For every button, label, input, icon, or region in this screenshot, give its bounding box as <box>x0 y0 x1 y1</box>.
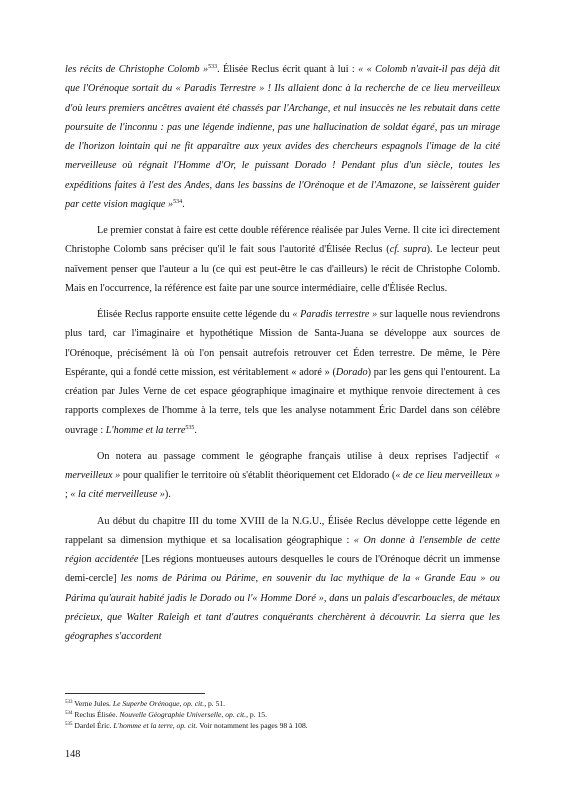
text-run: , p. 15. <box>246 710 267 719</box>
text-run: pour qualifier le territoire où s'établit théoriquement cet Eldorado ( <box>120 470 396 481</box>
page-number: 148 <box>65 749 81 760</box>
footnote-ref: 535 <box>185 424 195 431</box>
footnote-ref: 535 <box>65 722 73 727</box>
italic-text: « merveilleux » <box>65 450 500 481</box>
text-run: . <box>182 198 185 210</box>
text-run: ) par les gens qui l'entourent. La création par Jules Verne de cet espace géographique imaginaire et mythique renvoie directement à ces rapports complexes de l'homme à la terre, tels que les analyse notamment Éric Dardel dans son célèbre ouvrage : <box>65 366 500 436</box>
italic-text: Le Superbe Orénoque, op. cit. <box>112 699 205 708</box>
text-run: sur laquelle nous reviendrons plus tard, car l'imaginaire et hypothétique Mission de Santa-Juana se développe aux sources de l'Orénoque, précisément là où l'on pensait autrefois retrouver cet Éden terrestre. De même, le Père Espérante, qui a fondé cette mission, est véritablement « adoré » ( <box>65 309 500 378</box>
footnote-ref: 533 <box>65 700 73 705</box>
italic-text: L'homme et la terre, op. cit. <box>113 721 198 730</box>
paragraph <box>65 221 500 298</box>
text-run: [Les régions montueuses autours desquelles le cours de l'Orénoque décrit un immense demi-cercle] <box>65 554 500 585</box>
footnote <box>65 709 500 720</box>
italic-text: « la cité merveilleuse » <box>70 489 165 501</box>
paragraph <box>65 305 500 440</box>
italic-text: Nouvelle Géographie Universelle, op. cit. <box>119 710 247 719</box>
paragraph <box>65 512 500 647</box>
italic-text: cf. supra <box>389 244 427 256</box>
text-run: ). Le lecteur peut naïvement penser que l'auteur a lu (ce qui est peut-être le cas d'ailleurs) le récit de Christophe Colomb. Mais en l'occurrence, la référence est faite par une source intermédiaire, celle d'Élisée Reclus. <box>65 244 500 294</box>
text-run: Reclus Élisée. <box>72 710 120 719</box>
italic-text: « de ce lieu merveilleux » <box>395 470 501 481</box>
body-text <box>65 60 500 653</box>
text-run: Dardel Éric. <box>72 721 114 730</box>
italic-text: les noms de Párima ou Párime, en souvenir du lac mythique de la « Grande Eau » ou Párima qu'aurait habité jadis le Dorado ou l'« Homme Doré », dans un palais d'escarboucles, de métaux précieux, que Walter Raleigh et tant d'autres conquérants cherchèrent à découvrir. La sierra que les géographes s'accordent <box>65 573 500 642</box>
text-run: Au début du chapitre III du tome XVIII de la N.G.U., Élisée Reclus développe cette légende en rappelant sa dimension mythique et sa localisation géographique : <box>65 515 500 546</box>
text-run: . <box>194 424 197 436</box>
text-run: Verne Jules. <box>72 699 113 708</box>
footnote-ref: 534 <box>173 198 183 205</box>
text-run: Voir notamment les pages 98 à 108. <box>197 721 308 730</box>
paragraph <box>65 60 500 214</box>
paragraph <box>65 447 500 505</box>
footnotes <box>65 698 500 731</box>
italic-text: « Paradis terrestre » <box>292 309 378 320</box>
text-run: ; <box>65 489 71 501</box>
footnote <box>65 698 500 709</box>
footnote-ref: 533 <box>208 64 218 70</box>
italic-text: « On donne à l'ensemble de cette région accidentée <box>65 534 500 565</box>
text-run: Le premier constat à faire est cette double référence réalisée par Jules Verne. Il cite ici directement Christophe Colomb sans préciser qu'il le fait sous l'autorité d'Élisée Reclus ( <box>65 225 500 256</box>
text-run: . Élisée Reclus écrit quant à lui : <box>217 64 359 75</box>
italic-text: L'homme et la terre <box>105 424 186 436</box>
italic-text: les récits de Christophe Colomb » <box>65 64 209 75</box>
footnote-ref: 534 <box>65 711 73 716</box>
text-run: ). <box>164 489 171 501</box>
text-run: On notera au passage comment le géographe français utilise à deux reprises l'adjectif <box>97 450 495 462</box>
text-run: , p. 51. <box>204 699 226 708</box>
footnote <box>65 720 500 731</box>
italic-text: « « Colomb n'avait-il pas déjà dit que l'Orénoque sortait du « Paradis Terrestre » ! Ils allaient donc à la recherche de ce lieu merveilleux d'où leurs premiers ancêtres avaient été chassés par l'Archange, et nul insuccès ne les rebutait dans cette poursuite de l'inconnu : pas une légende indienne, pas une hallucination de soldat égaré, pas un mirage de l'horizon lointain qui ne fit apparaître aux yeux avides des chercheurs espagnols l'image de la cité merveilleuse où régnait l'Homme d'Or, le puissant Dorado ! Pendant plus d'un siècle, toutes les expéditions faites à l'est des Andes, dans les bassins de l'Orénoque et de l'Amazone, se laissèrent guider par cette vision magique » <box>65 64 500 210</box>
footnote-separator <box>65 693 205 694</box>
italic-text: Dorado <box>335 366 368 378</box>
text-run: Élisée Reclus rapporte ensuite cette légende du <box>97 309 293 320</box>
